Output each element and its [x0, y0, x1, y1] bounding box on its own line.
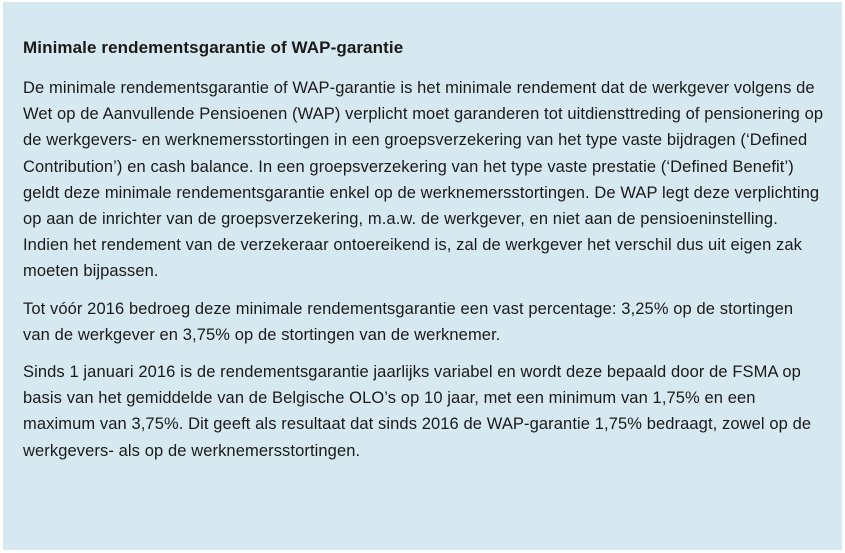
text-panel	[3, 2, 842, 550]
paragraph-since-2016: Sinds 1 januari 2016 is de rendementsgarantie jaarlijks variabel en wordt deze bepaald door de FSMA op basis van het gemiddelde van de Belgische OLO’s op 10 jaar, met een minimum van 1,75% en een maximum van 3,75%. Dit geeft als resultaat dat sinds 2016 de WAP-garantie 1,75% bedraagt, zowel op de werkgevers- als op de werknemersstortingen.	[23, 363, 812, 460]
paragraph-before-2016: Tot vóór 2016 bedroeg deze minimale rendementsgarantie een vast percentage: 3,25% op de stortingen van de werkgever en 3,75% op de stortingen van de werknemer.	[23, 299, 794, 344]
paragraph-definition: De minimale rendementsgarantie of WAP-garantie is het minimale rendement dat de werkgever volgens de Wet op de Aanvullende Pensioenen (WAP) verplicht moet garanderen tot uitdiensttreding of pensionering op de werkgevers- en werknemersstortingen in een groepsverzekering van het type vaste bijdragen (‘Defined Contribution’) en cash balance. In een groepsverzekering van het type vaste prestatie (‘Defined Benefit’) geldt deze minimale rendementsgarantie enkel op de werknemersstortingen. De WAP legt deze verplichting op aan de inrichter van de groepsverzekering, m.a.w. de werkgever, en niet aan de pensioeninstelling. Indien het rendement van de verzekeraar ontoereikend is, zal de werkgever het verschil dus uit eigen zak moeten bijpassen.	[23, 79, 824, 281]
document-heading: Minimale rendementsgarantie of WAP-garantie	[23, 38, 404, 57]
